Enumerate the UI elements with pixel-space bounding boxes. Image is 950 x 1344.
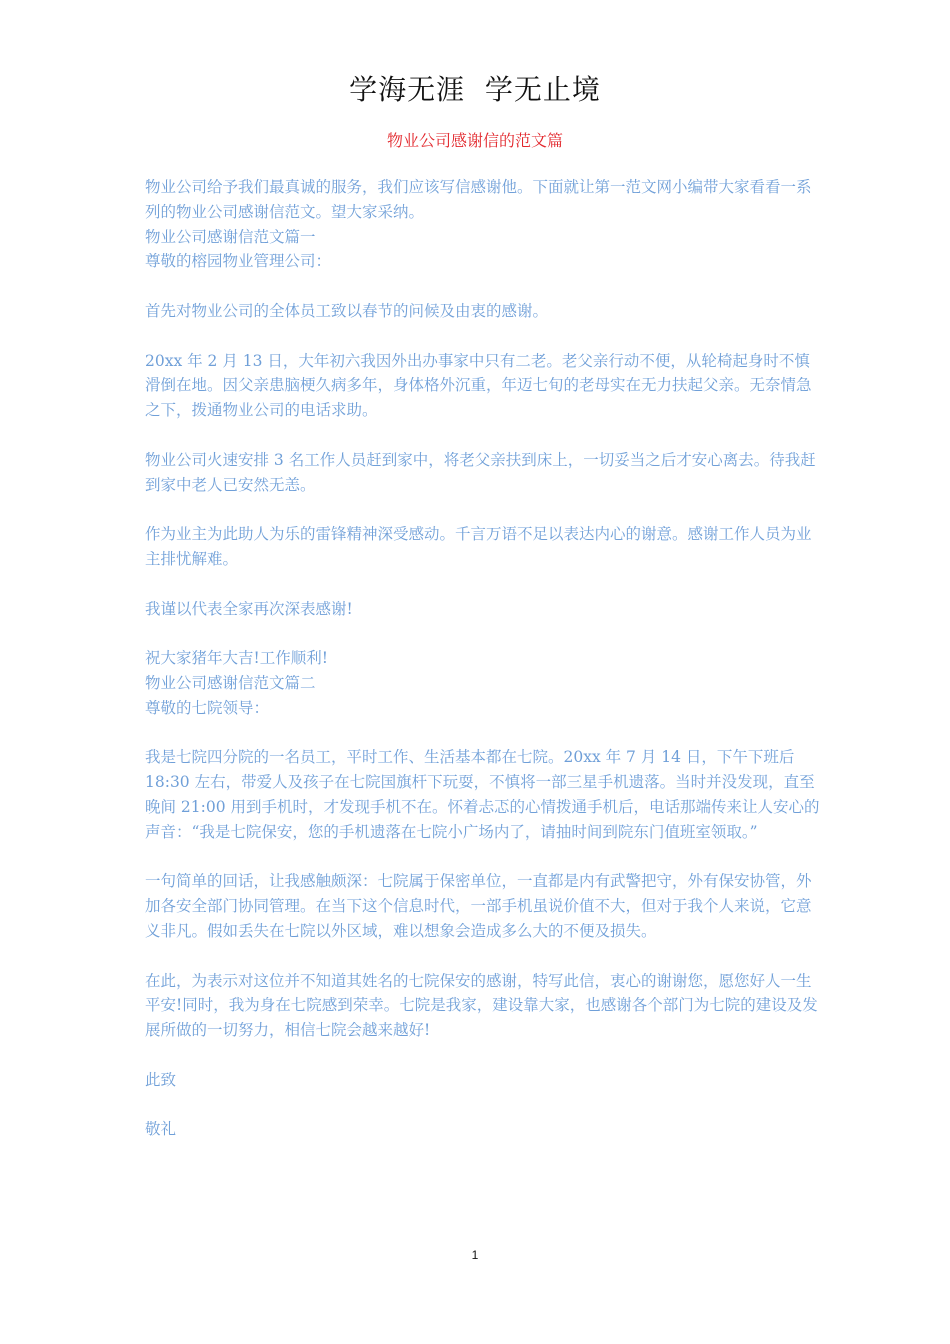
body-paragraph: 尊敬的七院领导： — [145, 698, 270, 717]
body-paragraph: 物业公司感谢信范文篇一 — [145, 227, 316, 246]
body-paragraph: 我是七院四分院的一名员工，平时工作、生活基本都在七院。20xx 年 7 月 14 日，下午下班后 18:30 左右，带爱人及孩子在七院国旗杆下玩耍，不慎将一部三星手机遗落。当时并没发现，直至晚间 21:00 用到手机时，才发现手机不在。怀着忐忑的心情拨通手机后，电话那端传来让人安心的声音：“我是七院保安，您的手机遗落在七院小广场内了，请抽时间到院东门值班室领取。” — [145, 748, 820, 841]
body-paragraph: 此致 — [145, 1070, 177, 1089]
paragraph-spacer — [145, 572, 820, 597]
body-paragraph: 物业公司火速安排 3 名工作人员赶到家中，将老父亲扶到床上，一切妥当之后才安心离去。待我赶到家中老人已安然无恙。 — [145, 450, 816, 494]
body-paragraph: 敬礼 — [145, 1120, 177, 1139]
body-paragraph: 物业公司给予我们最真诚的服务，我们应该写信感谢他。下面就让第一范文网小编带大家看看一系列的物业公司感谢信范文。望大家采纳。 — [145, 178, 812, 221]
paragraph-spacer — [145, 621, 820, 646]
body-paragraph: 物业公司感谢信范文篇二 — [145, 673, 316, 692]
paragraph-spacer — [145, 423, 820, 448]
body-paragraph: 20xx 年 2 月 13 日，大年初六我因外出办事家中只有二老。老父亲行动不便，从轮椅起身时不慎滑倒在地。因父亲患脑梗久病多年，身体格外沉重，年迈七旬的老母实在无力扶起父亲。无奈情急之下，拨通物业公司的电话求助。 — [145, 351, 812, 420]
paragraph-spacer — [145, 274, 820, 299]
body-paragraph: 作为业主为此助人为乐的雷锋精神深受感动。千言万语不足以表达内心的谢意。感谢工作人员为业主排忧解难。 — [145, 525, 812, 568]
paragraph-spacer — [145, 721, 820, 746]
paragraph-spacer — [145, 324, 820, 349]
paragraph-spacer — [145, 845, 820, 870]
paragraph-spacer — [145, 497, 820, 522]
body-paragraph: 尊敬的榕园物业管理公司： — [145, 252, 332, 271]
body-paragraph: 首先对物业公司的全体员工致以春节的问候及由衷的感谢。 — [145, 301, 549, 320]
body-paragraph: 在此，为表示对这位并不知道其姓名的七院保安的感谢，特写此信，衷心的谢谢您，愿您好人一生平安!同时，我为身在七院感到荣幸。七院是我家，建设靠大家，也感谢各个部门为七院的建设及发展所做的一切努力，相信七院会越来越好! — [145, 971, 818, 1040]
document-title: 物业公司感谢信的范文篇 — [386, 131, 563, 150]
paragraph-spacer — [145, 1092, 820, 1117]
body-paragraph: 一句简单的回话，让我感触颇深：七院属于保密单位，一直都是内有武警把守，外有保安协管，外加各安全部门协同管理。在当下这个信息时代，一部手机虽说价值不大，但对于我个人来说，它意义非凡。假如丢失在七院以外区域，难以想象会造成多么大的不便及损失。 — [145, 872, 812, 940]
document-body — [145, 175, 820, 1142]
page-number: 1 — [471, 1248, 479, 1262]
paragraph-spacer — [145, 944, 820, 969]
header-title: 学海无涯 学无止境 — [349, 73, 601, 106]
paragraph-spacer — [145, 1043, 820, 1068]
body-paragraph: 祝大家猪年大吉!工作顺利! — [145, 649, 328, 668]
body-paragraph: 我谨以代表全家再次深表感谢! — [145, 599, 353, 618]
